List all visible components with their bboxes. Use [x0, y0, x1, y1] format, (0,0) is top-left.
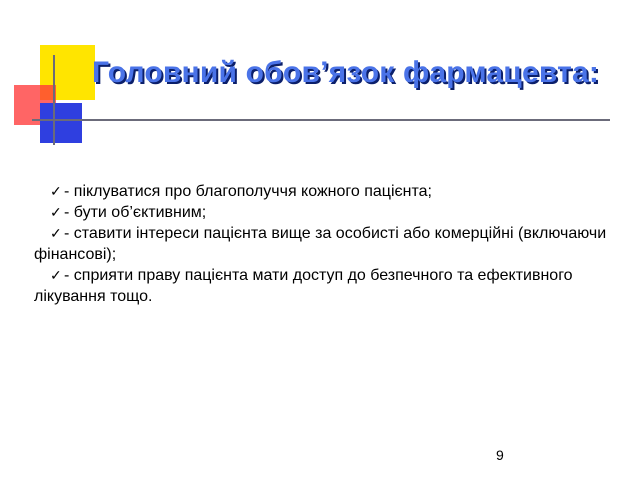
list-item	[34, 223, 614, 265]
list-item	[34, 202, 614, 223]
checkmark-icon: ✓	[50, 225, 62, 241]
decor-vertical-rule	[53, 55, 55, 145]
bullet-text: - сприяти праву пацієнта мати доступ до безпечного та ефективного лікування тощо.	[34, 267, 573, 305]
list-item	[34, 181, 614, 202]
checkmark-icon: ✓	[50, 183, 62, 199]
bullet-text: - піклуватися про благополуччя кожного пацієнта;	[64, 183, 432, 200]
slide-title: Головний обов’язок фармацевта:	[92, 56, 600, 89]
page-number: 9	[496, 447, 504, 463]
decor-horizontal-rule	[32, 119, 610, 121]
bullet-text: - бути об’єктивним;	[64, 204, 207, 221]
bullet-list	[34, 181, 614, 307]
checkmark-icon: ✓	[50, 204, 62, 220]
list-item	[34, 265, 614, 307]
decor-blue-square	[40, 103, 82, 143]
bullet-text: - ставити інтереси пацієнта вище за особисті або комерційні (включаючи фінансові);	[34, 225, 607, 263]
checkmark-icon: ✓	[50, 267, 62, 283]
